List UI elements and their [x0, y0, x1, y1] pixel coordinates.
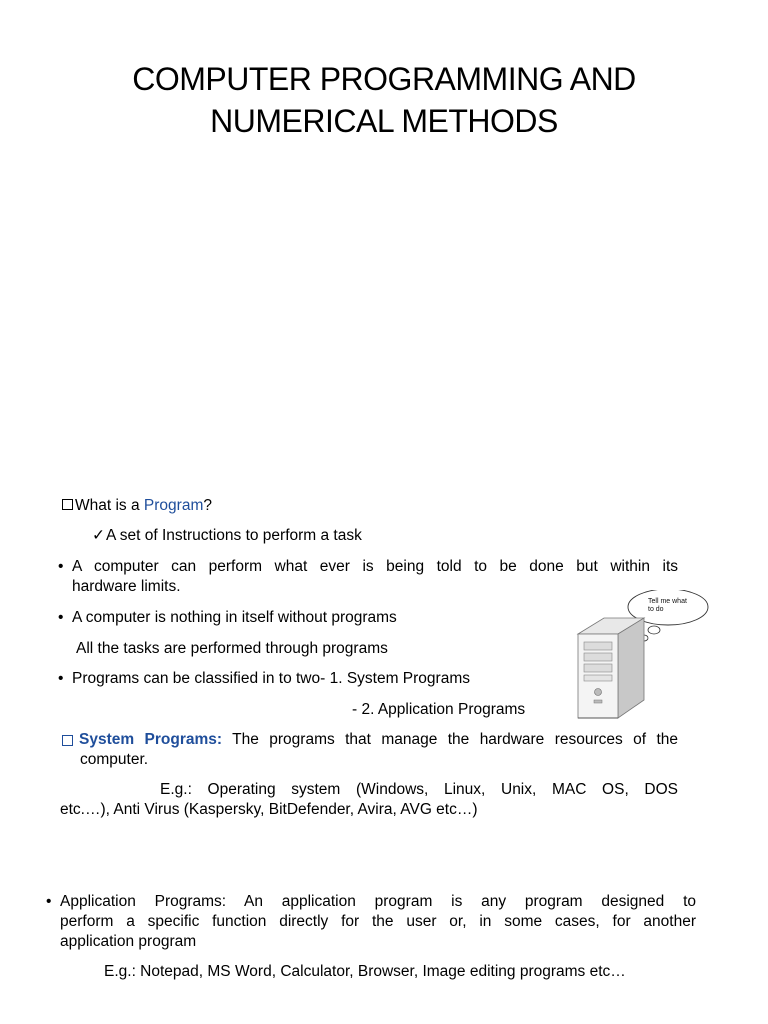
- computer-tower-icon: [572, 590, 712, 725]
- answer-line: ✓A set of Instructions to perform a task: [92, 527, 362, 544]
- square-bullet-icon: [62, 499, 73, 510]
- page-title: [0, 58, 768, 142]
- system-programs-example: E.g.: Operating system (Windows, Linux, Unix, MAC OS, DOS etc.…), Anti Virus (Kaspersky, BitDefender, Avira, AVG etc…): [60, 781, 678, 818]
- bubble-text-line-2: to do: [648, 606, 664, 613]
- bullet-icon: •: [58, 609, 64, 626]
- bullet-icon: •: [58, 670, 64, 687]
- bullet-icon: •: [58, 558, 64, 575]
- program-highlight: Program: [143, 497, 204, 514]
- title-line-2: NUMERICAL METHODS: [210, 103, 558, 139]
- slide-content: [0, 470, 768, 1024]
- title-line-1: COMPUTER PROGRAMMING AND: [132, 61, 636, 97]
- system-programs-section: System Programs: The programs that manage the hardware resources of the computer.: [62, 730, 678, 770]
- slide-title: [0, 0, 768, 470]
- bullet-hardware-limits: • A computer can perform what ever is being told to be done but within its hardware limits.: [58, 558, 678, 595]
- system-programs-label: System Programs:: [79, 731, 223, 748]
- bullet-nothing-without-programs: • A computer is nothing in itself without programs: [58, 609, 397, 626]
- bullet-icon: •: [46, 893, 52, 910]
- checkmark-icon: ✓: [92, 527, 105, 544]
- square-bullet-icon: [62, 735, 73, 746]
- application-programs-section: • Application Programs: An application program is any program designed to perform a specific function directly for the user or, in some cases, for another application program: [46, 893, 696, 950]
- tasks-performed-line: All the tasks are performed through programs: [76, 640, 388, 657]
- question-heading: What is a Program?: [62, 496, 212, 516]
- application-programs-example: E.g.: Notepad, MS Word, Calculator, Browser, Image editing programs etc…: [104, 963, 626, 980]
- bullet-classification: • Programs can be classified in to two- 1. System Programs: [58, 670, 470, 687]
- application-programs-line: - 2. Application Programs: [352, 701, 526, 718]
- bubble-text-line-1: Tell me what: [648, 598, 687, 605]
